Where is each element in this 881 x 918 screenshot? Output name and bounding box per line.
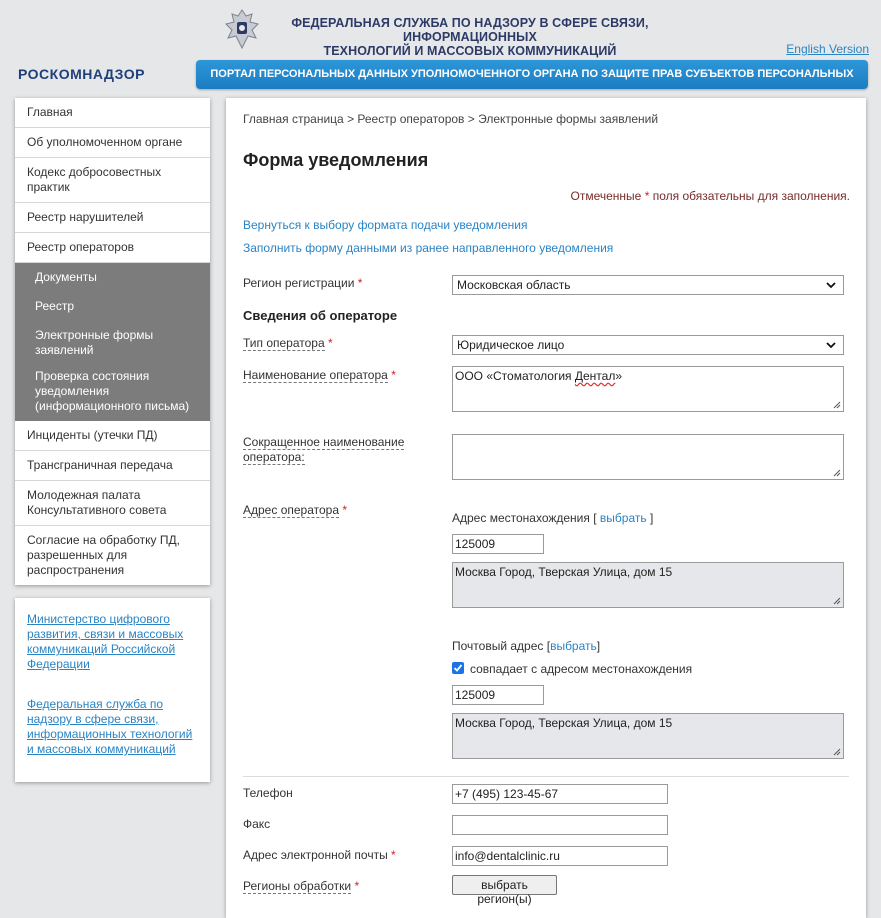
sidebar-item-violators-registry[interactable]: Реестр нарушителей	[15, 203, 210, 233]
required-fields-note	[571, 189, 851, 203]
choose-postal-link[interactable]: выбрать	[550, 639, 597, 653]
sidebar-item-youth-chamber[interactable]: Молодежная палата Консультативного совета	[15, 481, 210, 526]
email-label-text: Адрес электронной почты	[243, 848, 388, 862]
section-divider	[243, 776, 849, 777]
same-as-location-checkbox[interactable]	[452, 662, 464, 674]
operator-name-value-word: Дентал	[574, 369, 616, 383]
sidebar-subitem-notification-status[interactable]: Проверка состояния уведомления (информационного письма)	[35, 369, 190, 413]
location-zip-input[interactable]: 125009	[452, 534, 544, 554]
agency-title-line1: ФЕДЕРАЛЬНАЯ СЛУЖБА ПО НАДЗОРУ В СФЕРЕ СВЯЗИ, ИНФОРМАЦИОННЫХ	[291, 16, 649, 44]
sidebar-subitem-documents[interactable]: Документы	[35, 270, 97, 284]
breadcrumb: Главная страница > Реестр операторов > Электронные формы заявлений	[243, 112, 659, 126]
phone-label: Телефон	[243, 786, 293, 800]
regions-label-text: Регионы обработки	[243, 879, 352, 893]
chevron-down-icon	[825, 279, 837, 291]
page-title: Форма уведомления	[243, 150, 429, 170]
choose-location-link[interactable]: выбрать	[599, 511, 647, 525]
resize-handle-icon[interactable]	[831, 595, 841, 605]
postal-address-label-text: Почтовый адрес	[452, 639, 544, 653]
email-required-star: *	[391, 848, 396, 862]
fax-input[interactable]	[452, 815, 668, 835]
sidebar-item-code-of-practice[interactable]: Кодекс добросовестных практик	[15, 158, 210, 203]
back-to-format-link[interactable]: Вернуться к выбору формата подачи уведомления	[243, 218, 528, 232]
operator-name-label	[243, 368, 396, 383]
operator-type-select-value: Юридическое лицо	[457, 338, 565, 352]
agency-title-line2: ТЕХНОЛОГИЙ И МАССОВЫХ КОММУНИКАЦИЙ	[323, 44, 617, 58]
location-address-textarea[interactable]	[452, 562, 844, 608]
location-address-label-text: Адрес местонахождения	[452, 511, 590, 525]
checkmark-icon	[453, 663, 463, 673]
region-label	[243, 276, 362, 291]
operator-type-label-text: Тип оператора	[243, 336, 325, 350]
short-name-label	[243, 435, 423, 465]
portal-banner[interactable]: ПОРТАЛ ПЕРСОНАЛЬНЫХ ДАННЫХ УПОЛНОМОЧЕННОГО ОРГАНА ПО ЗАЩИТЕ ПРАВ СУБЪЕКТОВ ПЕРСОНАЛЬНЫХ	[196, 60, 868, 89]
email-label	[243, 848, 396, 863]
operator-address-label	[243, 503, 347, 518]
choose-regions-button[interactable]: выбрать регион(ы)	[452, 875, 557, 895]
fax-label: Факс	[243, 817, 271, 831]
required-note-star: *	[644, 189, 650, 203]
operator-address-label-text: Адрес оператора	[243, 503, 339, 517]
region-required-star: *	[357, 276, 363, 290]
operator-type-required-star: *	[328, 336, 333, 350]
chevron-down-icon	[825, 339, 837, 351]
sidebar-item-consent[interactable]: Согласие на обработку ПД, разрешенных для распространения	[27, 533, 180, 577]
sidebar-item-operators-registry[interactable]: Реестр операторов	[15, 233, 210, 263]
required-note-suffix: поля обязательны для заполнения.	[652, 189, 850, 203]
coat-of-arms-icon	[222, 8, 262, 50]
sidebar-nav	[15, 98, 210, 585]
section-operator-title: Сведения об операторе	[243, 308, 398, 323]
resize-handle-icon[interactable]	[831, 467, 841, 477]
same-as-location-label: совпадает с адресом местонахождения	[470, 662, 693, 676]
location-address-value: Москва Город, Тверская Улица, дом 15	[455, 565, 673, 579]
short-name-textarea[interactable]	[452, 434, 844, 480]
operator-name-value-suffix: »	[615, 369, 623, 383]
operator-type-select[interactable]	[452, 335, 844, 355]
agency-title	[270, 16, 670, 58]
sidebar-item-cross-border[interactable]: Трансграничная передача	[15, 451, 210, 481]
regions-required-star: *	[354, 879, 360, 893]
sidebar-submenu	[15, 263, 210, 421]
ministry-link[interactable]: Министерство цифрового развития, связи и массовых коммуникаций Российской Федерации	[27, 612, 184, 671]
sidebar-item-incidents[interactable]: Инциденты (утечки ПД)	[15, 421, 210, 451]
sidebar-item-home[interactable]: Главная	[15, 98, 210, 128]
phone-input[interactable]: +7 (495) 123-45-67	[452, 784, 668, 804]
operator-name-required-star: *	[391, 368, 396, 382]
roskomnadzor-logo[interactable]: РОСКОМНАДЗОР	[18, 66, 145, 82]
sidebar-subitem-electronic-forms[interactable]: Электронные формы заявлений	[35, 328, 154, 357]
region-select-value: Московская область	[457, 278, 571, 292]
email-input[interactable]: info@dentalclinic.ru	[452, 846, 668, 866]
external-links-box	[15, 598, 210, 782]
postal-address-value: Москва Город, Тверская Улица, дом 15	[455, 716, 673, 730]
federal-service-link[interactable]: Федеральная служба по надзору в сфере связи, информационных технологий и массовых коммуникаций	[27, 697, 193, 756]
sidebar-item-about[interactable]: Об уполномоченном органе	[15, 128, 210, 158]
operator-address-required-star: *	[342, 503, 348, 517]
english-version-link[interactable]: English Version	[786, 42, 869, 56]
operator-type-label	[243, 336, 333, 351]
postal-address-label: Почтовый адрес [выбрать]	[452, 639, 601, 653]
postal-zip-input[interactable]: 125009	[452, 685, 544, 705]
region-label-text: Регион регистрации	[243, 276, 355, 290]
regions-label	[243, 879, 359, 894]
postal-address-textarea[interactable]	[452, 713, 844, 759]
resize-handle-icon[interactable]	[831, 399, 841, 409]
operator-name-value-prefix: ООО «Стоматология	[455, 369, 575, 383]
operator-name-label-text: Наименование оператора	[243, 368, 388, 382]
resize-handle-icon[interactable]	[831, 746, 841, 756]
required-note-prefix: Отмеченные	[570, 189, 642, 203]
fill-from-previous-link[interactable]: Заполнить форму данными из ранее направленного уведомления	[243, 241, 614, 255]
operator-name-textarea[interactable]	[452, 366, 844, 412]
region-select[interactable]	[452, 275, 844, 295]
sidebar-subitem-registry[interactable]: Реестр	[35, 299, 74, 313]
main-panel	[226, 98, 866, 918]
location-address-label: Адрес местонахождения [ выбрать ]	[452, 511, 654, 525]
short-name-label-text: Сокращенное наименование оператора:	[243, 435, 405, 464]
